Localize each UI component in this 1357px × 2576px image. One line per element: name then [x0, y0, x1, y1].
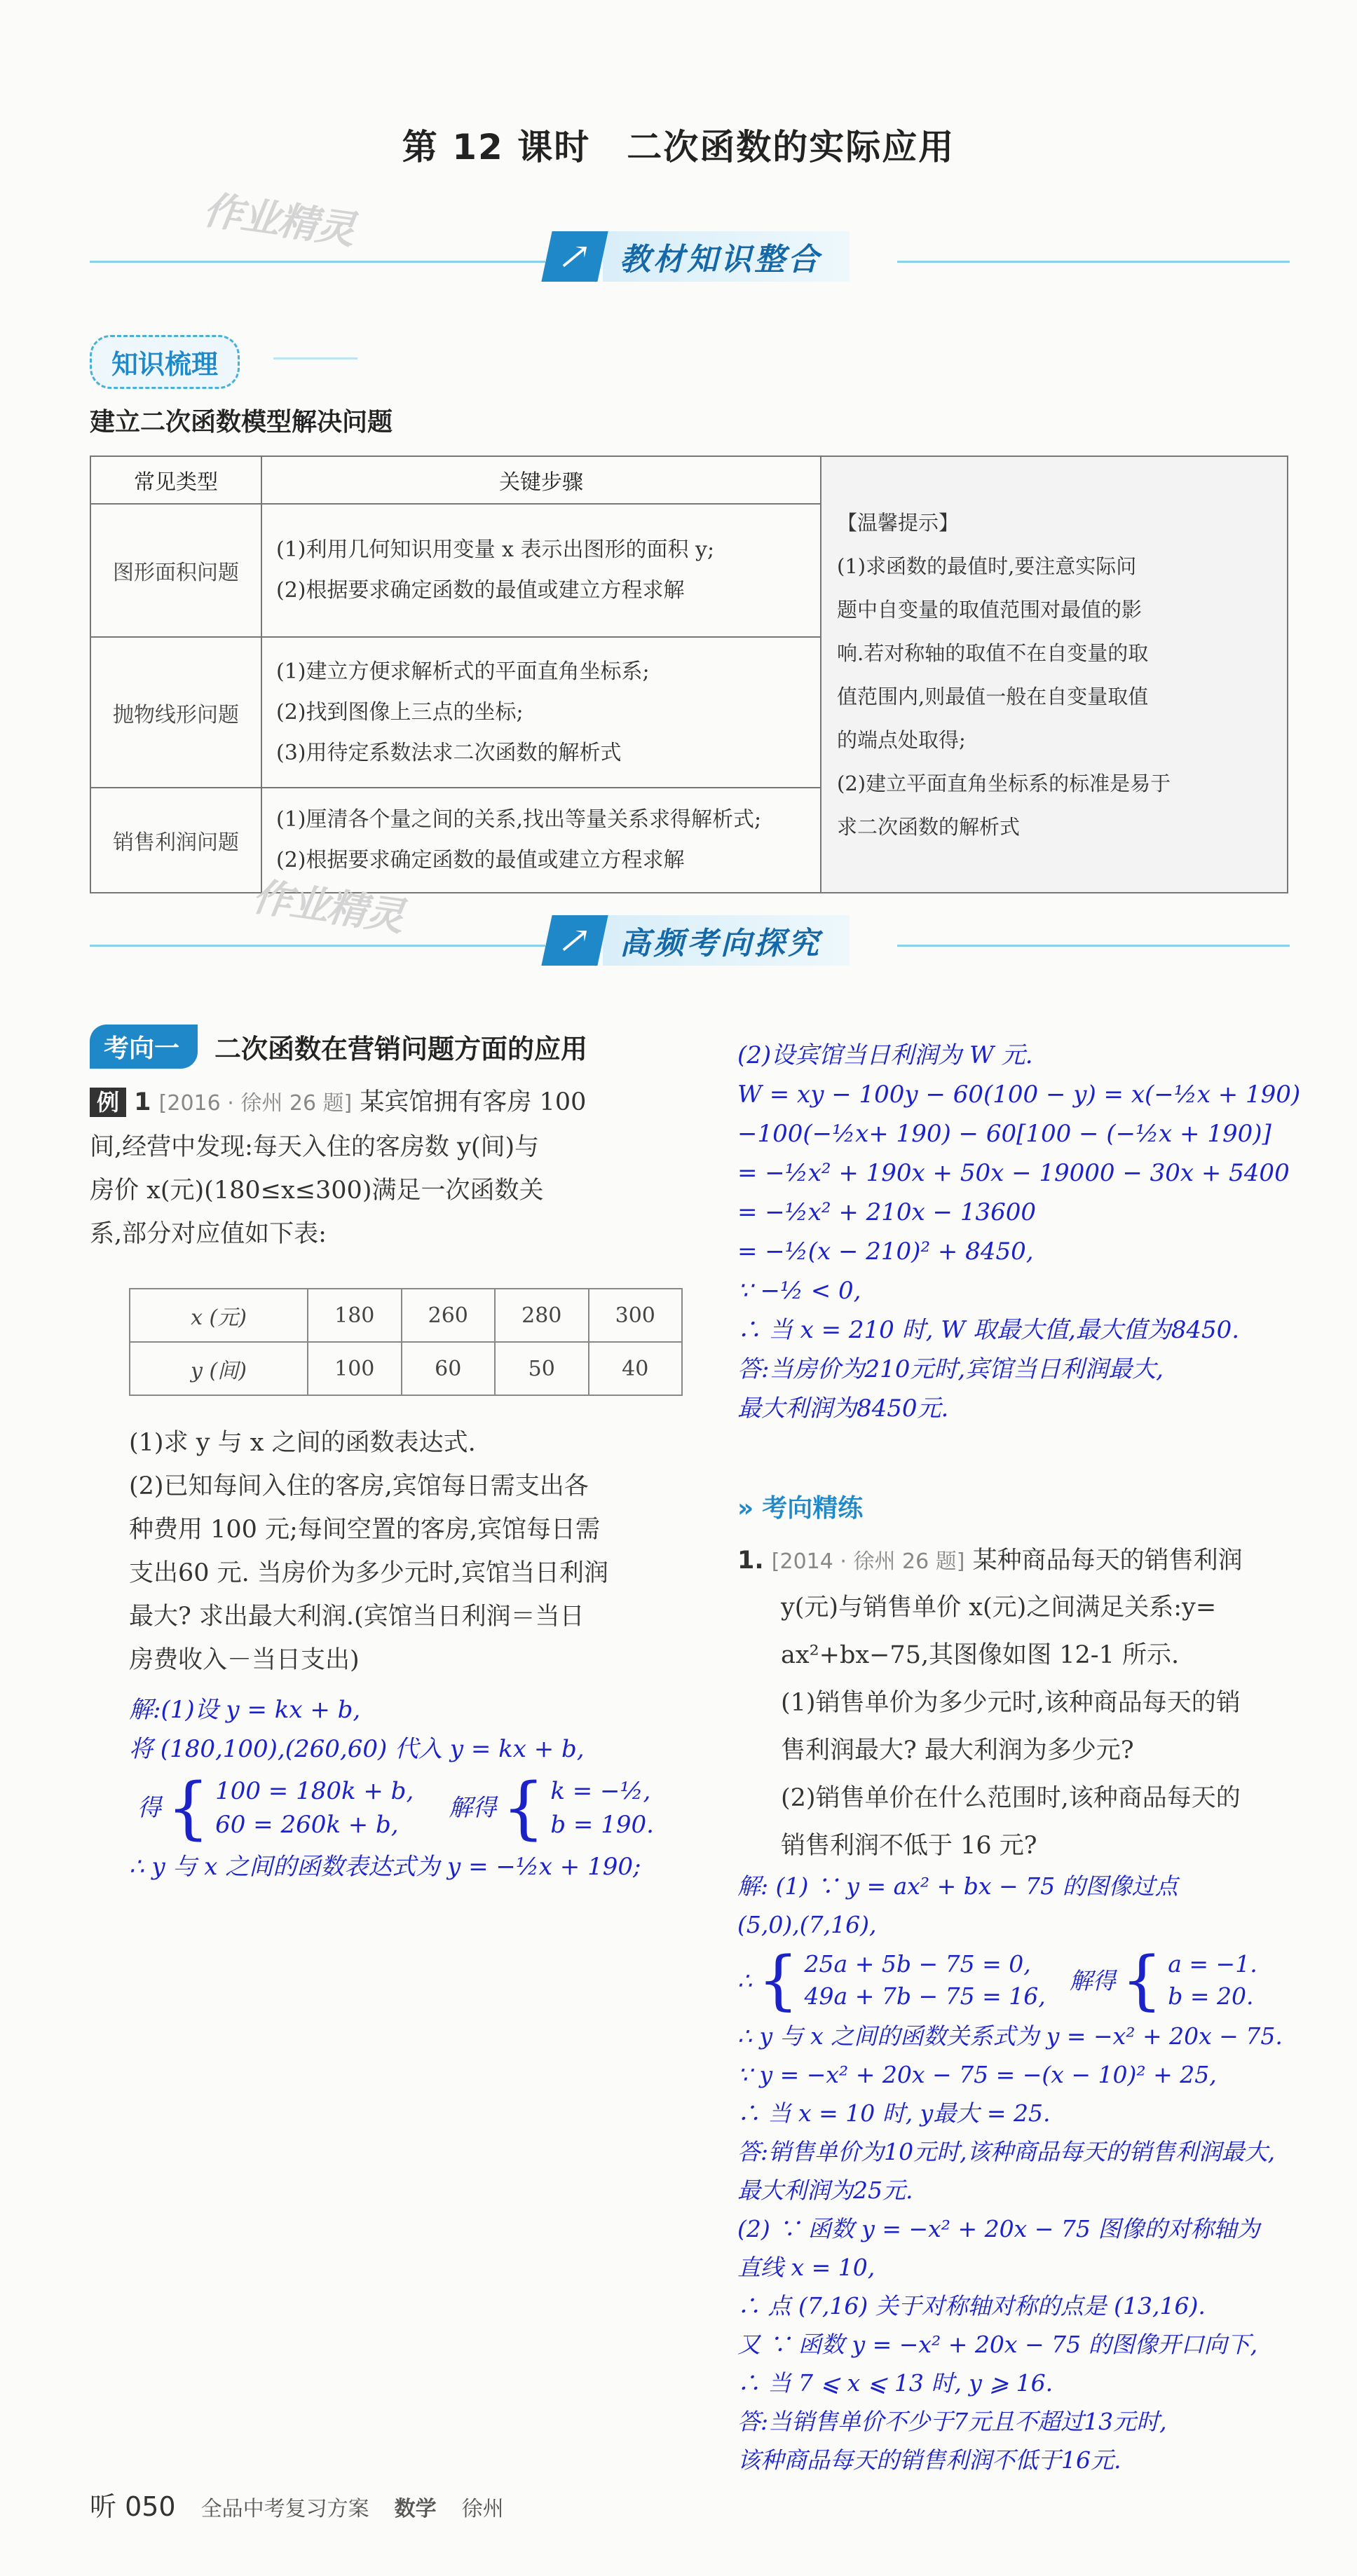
answer-line: ∴ y 与 x 之间的函数表达式为 y = −½x + 190;: [129, 1853, 641, 1881]
brace-icon: {: [758, 1943, 799, 2017]
practice-source: [2014 · 徐州 26 题]: [771, 1549, 965, 1574]
answer-part2: [737, 1036, 1300, 1428]
practice-number: 1.: [737, 1547, 764, 1575]
tips-line: 题中自变量的取值范围对最值的影: [837, 597, 1143, 622]
tips-line: 响.若对称轴的取值不在自变量的取: [837, 640, 1149, 665]
system-equation: 100 = 180k + b,: [215, 1777, 414, 1805]
step-line: (3)用待定系数法求二次函数的解析式: [276, 740, 622, 765]
step-line: (1)建立方便求解析式的平面直角坐标系;: [276, 659, 650, 684]
section-divider-left: [90, 945, 545, 947]
system-result: a = −1.: [1168, 1950, 1257, 1978]
knowledge-table: [90, 455, 1288, 893]
equation-system: [737, 1944, 1283, 2017]
tips-line: (2)建立平面直角坐标系的标准是易于: [837, 771, 1171, 795]
tips-title: 【温馨提示】: [837, 510, 960, 535]
answer-line: ∵ −½ < 0,: [737, 1277, 861, 1305]
knowledge-tag: 知识梳理: [90, 335, 240, 389]
tips-line: (1)求函数的最值时,要注意实际问: [837, 554, 1137, 578]
system-prefix: 得: [137, 1794, 161, 1822]
practice-answer: [737, 1867, 1283, 2479]
question-line: (1)销售单价为多少元时,该种商品每天的销: [781, 1689, 1241, 1717]
direction-label: 考向一: [90, 1025, 198, 1069]
table-header-steps: 关键步骤: [261, 456, 821, 504]
question-line: ax²+bx−75,其图像如图 12-1 所示.: [781, 1641, 1180, 1669]
step-line: (2)根据要求确定函数的最值或建立方程求解: [276, 848, 685, 872]
question-line: (2)销售单价在什么范围时,该种商品每天的: [781, 1784, 1241, 1812]
answer-line: −100(−½x+ 190) − 60[100 − (−½x + 190)]: [737, 1120, 1271, 1148]
subquestion-line: 支出60 元. 当房价为多少元时,宾馆当日利润: [129, 1559, 609, 1587]
subquestion-line: (1)求 y 与 x 之间的函数表达式.: [129, 1429, 476, 1457]
system-equation: 25a + 5b − 75 = 0,: [804, 1950, 1031, 1978]
system-solve-label: 解得: [1069, 1966, 1116, 1994]
question-line: 间,经营中发现:每天入住的客房数 y(间)与: [90, 1133, 540, 1161]
answer-line: (2) ∵ 函数 y = −x² + 20x − 75 图像的对称轴为: [737, 2215, 1260, 2242]
step-line: (1)厘清各个量之间的关系,找出等量关系求得解析式;: [276, 807, 762, 832]
direction-heading: [90, 1025, 587, 1069]
equation-system: [129, 1769, 654, 1847]
value-table-y-label: y (间): [130, 1342, 308, 1395]
answer-line: ∴ 点 (7,16) 关于对称轴对称的点是 (13,16).: [737, 2292, 1206, 2320]
table-row-type: 图形面积问题: [90, 504, 261, 637]
step-line: (2)找到图像上三点的坐标;: [276, 699, 524, 725]
practice-heading: [737, 1488, 863, 1524]
practice-title: 考向精练: [762, 1494, 864, 1523]
answer-line: ∴ 当 x = 10 时, y最大 = 25.: [737, 2099, 1051, 2127]
tips-cell: [821, 456, 1288, 893]
question-line: 某种商品每天的销售利润: [972, 1547, 1243, 1575]
tag-line: [273, 357, 357, 359]
question-line: 系,部分对应值如下表:: [90, 1220, 327, 1248]
subquestion-line: 房费收入－当日支出): [129, 1646, 360, 1674]
section-banner-label: 高频考向探究: [603, 915, 850, 966]
value-cell: 50: [495, 1342, 589, 1395]
table-row-steps: [261, 504, 821, 637]
question-line: 某宾馆拥有客房 100: [360, 1088, 587, 1116]
answer-line: = −½(x − 210)² + 8450,: [737, 1238, 1034, 1266]
answer-line: (5,0),(7,16),: [737, 1911, 877, 1938]
value-table: [129, 1288, 683, 1396]
answer-line: ∴ y 与 x 之间的函数关系式为 y = −x² + 20x − 75.: [737, 2022, 1283, 2050]
answer-line: 答:当房价为210元时,宾馆当日利润最大,: [737, 1355, 1164, 1383]
example-badge: 例: [90, 1088, 126, 1117]
double-chevron-icon: »: [737, 1494, 754, 1523]
answer-line: 又 ∵ 函数 y = −x² + 20x − 75 的图像开口向下,: [737, 2331, 1258, 2358]
value-cell: 40: [589, 1342, 683, 1395]
table-row-type: 销售利润问题: [90, 788, 261, 893]
answer-line: 答:销售单价为10元时,该种商品每天的销售利润最大,: [737, 2138, 1276, 2165]
book-title: 全品中考复习方案: [200, 2497, 369, 2521]
page-title: 第 12 课时 二次函数的实际应用: [402, 127, 955, 167]
answer-line: 解: (1) ∵ y = ax² + bx − 75 的图像过点: [737, 1872, 1178, 1900]
answer-line: = −½x² + 210x − 13600: [737, 1198, 1036, 1226]
direction-title: 二次函数在营销问题方面的应用: [214, 1034, 588, 1064]
example-source: [2016 · 徐州 26 题]: [158, 1091, 353, 1116]
subquestion-line: (2)已知每间入住的客房,宾馆每日需支出各: [129, 1472, 589, 1500]
answer-line: 答:当销售单价不少于7元且不超过13元时,: [737, 2408, 1167, 2435]
subject-label: 数学: [394, 2497, 437, 2521]
example-subquestions: [129, 1421, 704, 1682]
brace-icon: {: [502, 1769, 545, 1847]
section-divider-left: [90, 261, 545, 263]
answer-line: (2)设宾馆当日利润为 W 元.: [737, 1041, 1033, 1069]
subquestion-line: 种费用 100 元;每间空置的客房,宾馆每日需: [129, 1516, 600, 1544]
brace-icon: {: [1121, 1943, 1163, 2017]
section-divider-right: [897, 261, 1290, 263]
answer-line: W = xy − 100y − 60(100 − y) = x(−½x + 190): [737, 1081, 1301, 1109]
system-prefix: ∴: [737, 1966, 752, 1994]
value-cell: 260: [402, 1289, 496, 1342]
value-cell: 300: [589, 1289, 683, 1342]
answer-line: 最大利润为8450元.: [737, 1395, 949, 1423]
brace-icon: {: [167, 1769, 210, 1847]
value-cell: 280: [495, 1289, 589, 1342]
section-banner-exam: [547, 915, 850, 966]
example-number: 1: [134, 1088, 151, 1116]
tips-line: 求二次函数的解析式: [837, 814, 1021, 839]
section-banner-label: 教材知识整合: [603, 231, 850, 282]
system-result: b = 190.: [550, 1811, 654, 1839]
tips-line: 的端点处取得;: [837, 727, 966, 752]
answer-part1: [129, 1690, 654, 1886]
table-row-type: 抛物线形问题: [90, 637, 261, 788]
table-row-steps: [261, 637, 821, 788]
question-line: y(元)与销售单价 x(元)之间满足关系:y=: [781, 1594, 1217, 1622]
watermark: 作业精灵: [200, 187, 357, 254]
region-label: 徐州: [461, 2497, 504, 2521]
step-line: (1)利用几何知识用变量 x 表示出图形的面积 y;: [276, 537, 715, 562]
example-question: [90, 1081, 707, 1256]
system-result: b = 20.: [1168, 1982, 1254, 2010]
value-cell: 180: [308, 1289, 402, 1342]
section-divider-right: [897, 945, 1290, 947]
practice-question: [737, 1539, 1340, 1870]
system-equation: 49a + 7b − 75 = 16,: [804, 1982, 1046, 2010]
answer-line: ∴ 当 7 ⩽ x ⩽ 13 时, y ⩾ 16.: [737, 2369, 1053, 2397]
system-equation: 60 = 260k + b,: [215, 1811, 399, 1839]
page-number: 听 050: [90, 2491, 176, 2522]
value-cell: 60: [402, 1342, 496, 1395]
value-table-x-label: x (元): [130, 1289, 308, 1342]
answer-line: ∵ y = −x² + 20x − 75 = −(x − 10)² + 25,: [737, 2061, 1217, 2088]
step-line: (2)根据要求确定函数的最值或建立方程求解: [276, 578, 685, 603]
answer-line: 最大利润为25元.: [737, 2177, 913, 2204]
answer-line: 将 (180,100),(260,60) 代入 y = kx + b,: [129, 1735, 585, 1763]
answer-line: = −½x² + 190x + 50x − 19000 − 30x + 5400: [737, 1159, 1290, 1187]
system-result: k = −½,: [550, 1777, 651, 1805]
answer-line: ∴ 当 x = 210 时, W 取最大值,最大值为8450.: [737, 1316, 1240, 1344]
answer-line: 解:(1)设 y = kx + b,: [129, 1696, 361, 1724]
tips-line: 值范围内,则最值一般在自变量取值: [837, 684, 1149, 708]
value-cell: 100: [308, 1342, 402, 1395]
table-row-steps: [261, 788, 821, 893]
section-banner-knowledge: [547, 231, 850, 282]
question-line: 房价 x(元)(180≤x≤300)满足一次函数关: [90, 1177, 544, 1205]
question-line: 销售利润不低于 16 元?: [781, 1832, 1037, 1860]
subhead: 建立二次函数模型解决问题: [90, 408, 393, 437]
page-footer: [90, 2485, 504, 2523]
arrow-icon: ↗: [541, 231, 608, 282]
watermark: 作业精灵: [249, 874, 406, 940]
question-line: 售利润最大? 最大利润为多少元?: [781, 1736, 1134, 1765]
answer-line: 该种商品每天的销售利润不低于16元.: [737, 2446, 1121, 2474]
answer-line: 直线 x = 10,: [737, 2254, 875, 2281]
system-solve-label: 解得: [449, 1794, 497, 1822]
table-header-type: 常见类型: [90, 456, 261, 504]
arrow-icon: ↗: [541, 915, 608, 966]
subquestion-line: 最大? 求出最大利润.(宾馆当日利润＝当日: [129, 1603, 585, 1631]
